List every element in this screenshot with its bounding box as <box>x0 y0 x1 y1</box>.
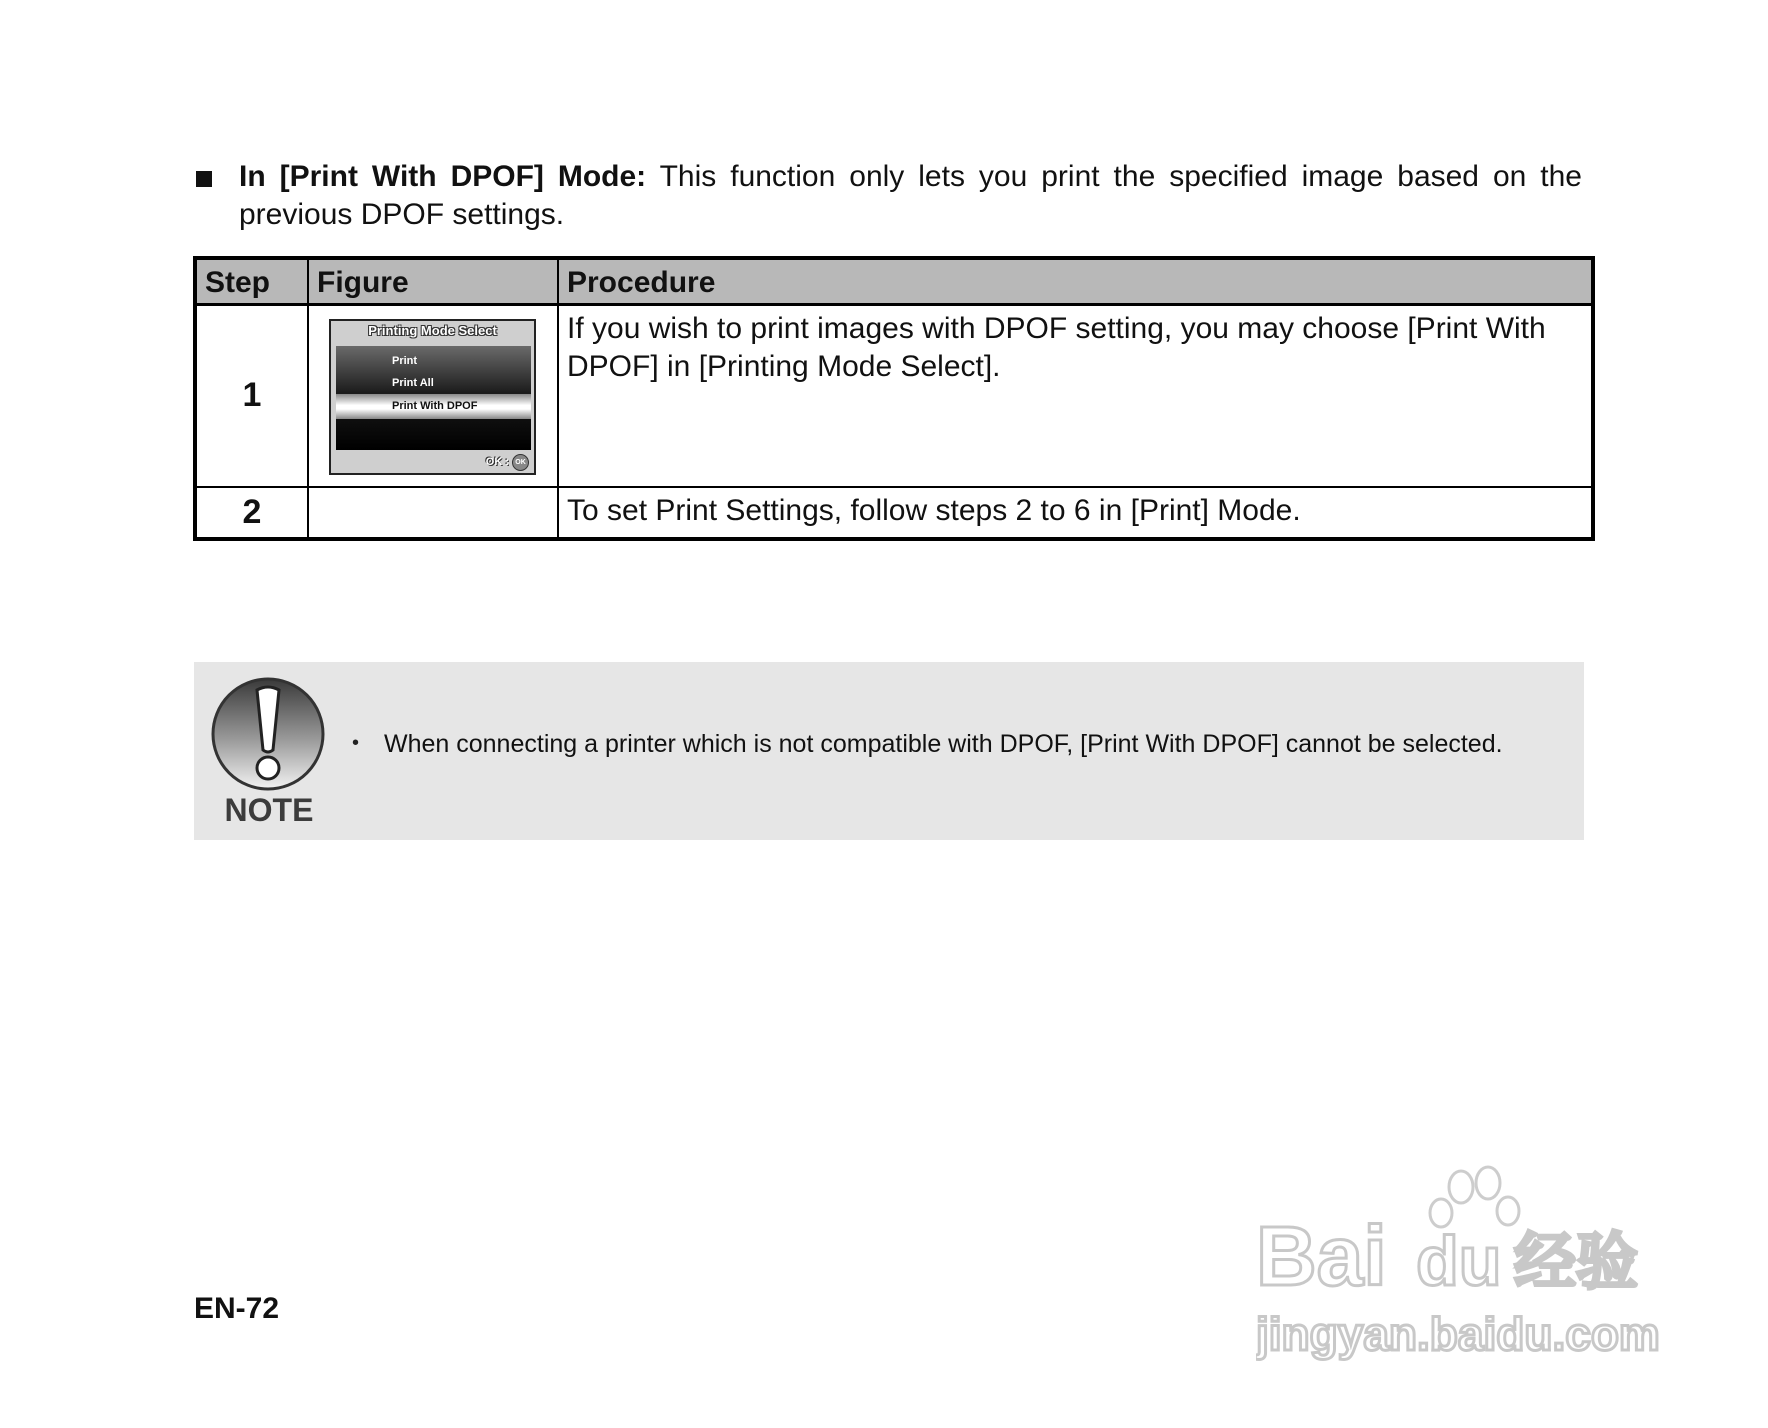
intro-paragraph <box>196 158 1582 234</box>
intro-body: This function only lets you print the specified image based on the previous DPOF settings. <box>239 160 1582 231</box>
note-label: NOTE <box>224 792 314 828</box>
figure-cell <box>308 487 558 539</box>
procedure-table <box>193 256 1595 541</box>
lcd-ok-label: OK : <box>485 456 509 468</box>
header-figure: Figure <box>308 258 558 304</box>
lcd-ok-hint <box>486 454 529 471</box>
table-row <box>195 487 1593 539</box>
header-procedure: Procedure <box>558 258 1593 304</box>
intro-bold-lead: In [Print With DPOF] Mode: <box>239 160 647 193</box>
exclamation-icon <box>210 676 326 792</box>
figure-cell <box>308 304 558 487</box>
svg-text:jingyan.baidu.com: jingyan.baidu.com <box>1256 1308 1660 1360</box>
intro-text <box>239 158 1582 234</box>
table-header-row <box>195 258 1593 304</box>
note-box <box>194 662 1584 840</box>
note-bullet: • <box>352 732 360 754</box>
page-number: EN-72 <box>194 1292 280 1325</box>
lcd-menu-item: Print All <box>392 376 434 389</box>
svg-text:Bai: Bai <box>1256 1209 1387 1303</box>
camera-lcd-figure <box>329 319 536 475</box>
procedure-text: If you wish to print images with DPOF setting, you may choose [Print With DPOF] in [Printing Mode Select]. <box>558 304 1593 487</box>
lcd-menu-item-selected: Print With DPOF <box>336 394 531 419</box>
note-item: When connecting a printer which is not compatible with DPOF, [Print With DPOF] cannot be selected. <box>384 730 1503 758</box>
lcd-menu-item: Print <box>392 354 418 367</box>
step-number: 1 <box>195 304 308 487</box>
lcd-title: Printing Mode Select <box>368 322 497 338</box>
square-bullet-icon <box>196 171 212 187</box>
header-step: Step <box>195 258 308 304</box>
svg-text:经验: 经验 <box>1514 1225 1639 1298</box>
ok-button-icon: OK <box>512 454 529 471</box>
table-row <box>195 304 1593 487</box>
svg-text:du: du <box>1416 1222 1502 1300</box>
procedure-text: To set Print Settings, follow steps 2 to 6 in [Print] Mode. <box>558 487 1593 539</box>
step-number: 2 <box>195 487 308 539</box>
baidu-watermark-logo <box>1256 1165 1676 1365</box>
lcd-screen <box>336 346 531 450</box>
